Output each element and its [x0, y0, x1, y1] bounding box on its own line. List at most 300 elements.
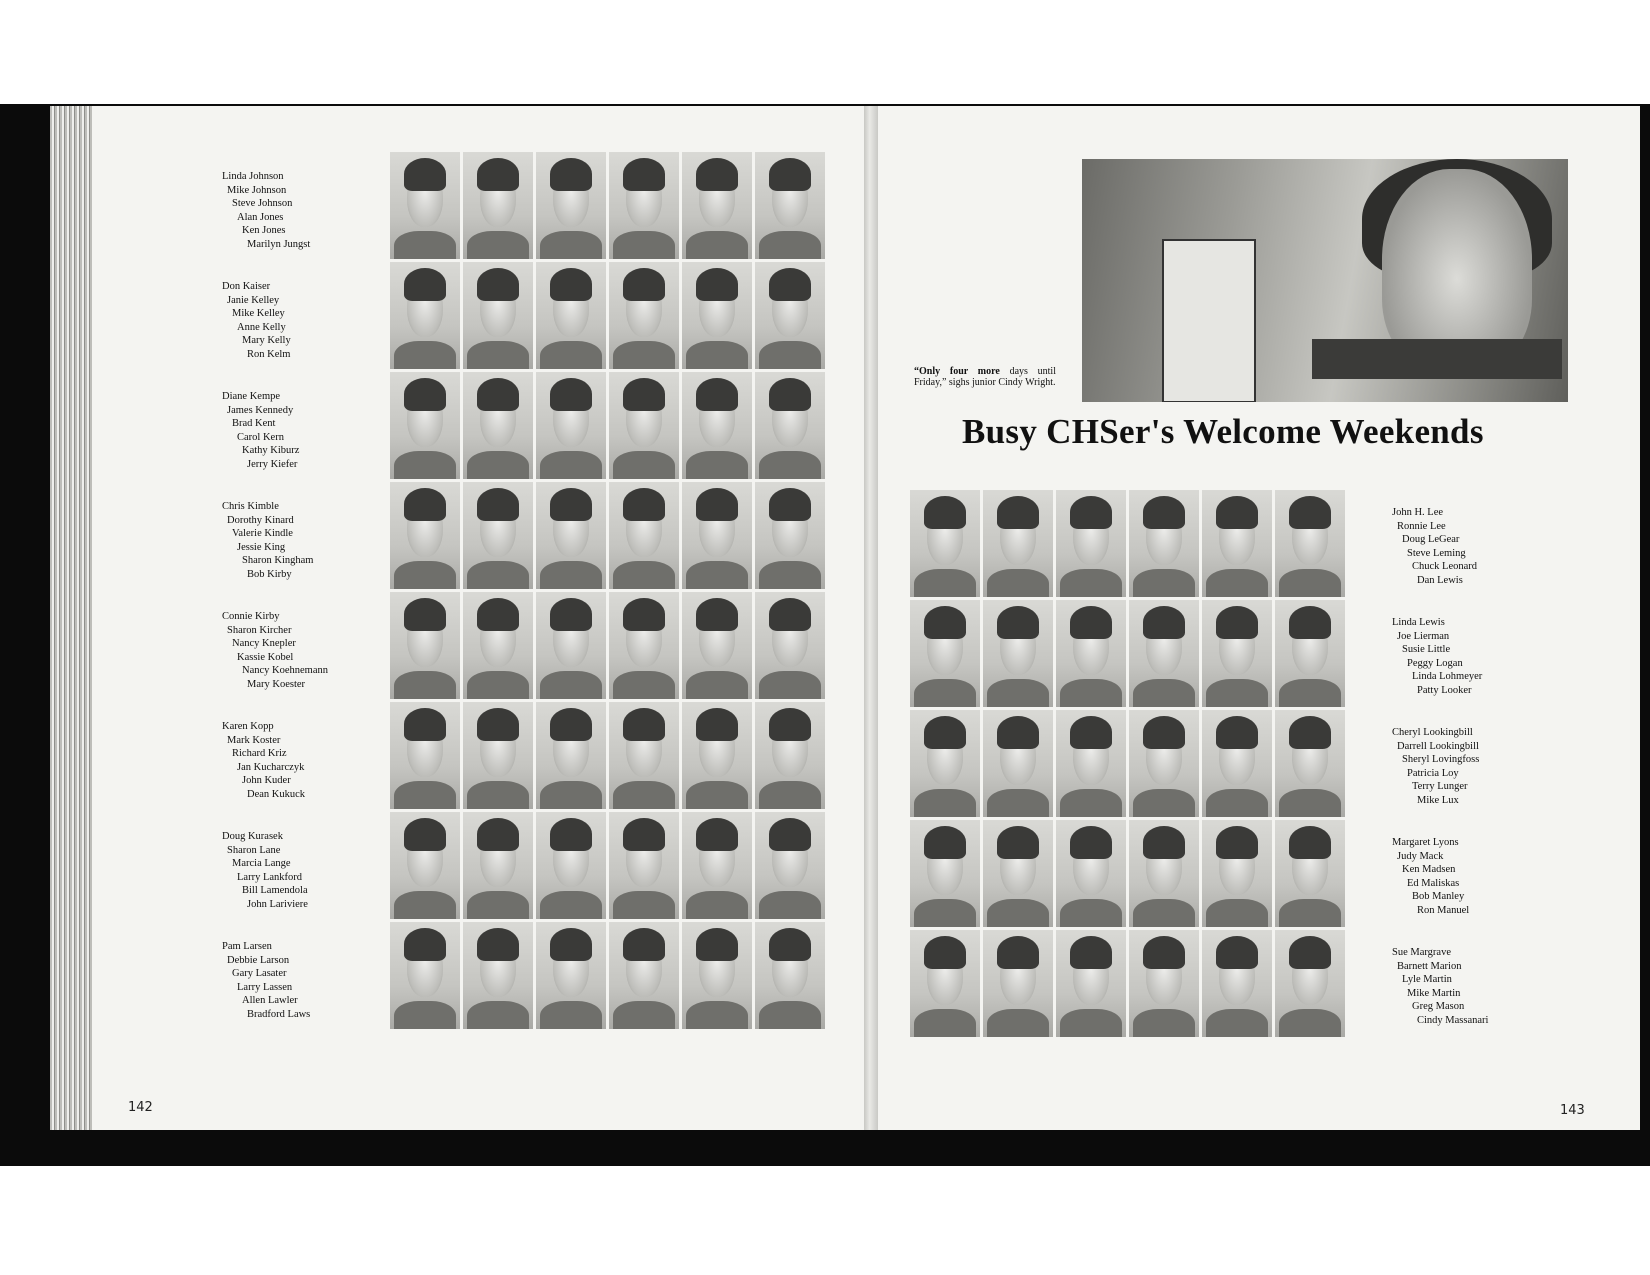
- portrait-hair: [924, 496, 966, 528]
- student-name: Valerie Kindle: [232, 528, 293, 539]
- portrait-body: [759, 1001, 821, 1029]
- student-portrait: [983, 930, 1053, 1037]
- student-name: Steve Leming: [1407, 547, 1466, 559]
- left-name-group: [222, 280, 291, 361]
- portrait-body: [914, 569, 976, 597]
- portrait-hair: [1070, 716, 1112, 748]
- student-name: Jan Kucharczyk: [237, 761, 305, 773]
- portrait-hair: [997, 716, 1039, 748]
- student-name: Doug LeGear: [1402, 534, 1460, 545]
- portrait-hair: [769, 488, 811, 520]
- portrait-hair: [623, 158, 665, 190]
- student-portrait: [390, 592, 460, 699]
- portrait-hair: [623, 488, 665, 520]
- portrait-hair: [550, 378, 592, 410]
- portrait-body: [1133, 789, 1195, 817]
- student-name: Ronnie Lee: [1397, 520, 1446, 532]
- student-name: Connie Kirby: [222, 611, 280, 622]
- portrait-hair: [477, 158, 519, 190]
- portrait-hair: [924, 936, 966, 968]
- portrait-body: [394, 561, 456, 589]
- portrait-body: [759, 891, 821, 919]
- student-portrait: [390, 262, 460, 369]
- portrait-hair: [623, 818, 665, 850]
- portrait-hair: [404, 378, 446, 410]
- portrait-hair: [1070, 496, 1112, 528]
- caption-bold: “Only four more: [914, 366, 1000, 377]
- student-portrait: [910, 820, 980, 927]
- student-name: Linda Lohmeyer: [1412, 671, 1483, 682]
- right-portrait-grid: [910, 490, 1345, 1037]
- portrait-body: [467, 561, 529, 589]
- student-portrait: [1056, 820, 1126, 927]
- student-name: Steve Johnson: [232, 198, 293, 209]
- student-portrait: [536, 812, 606, 919]
- portrait-hair: [1289, 826, 1331, 858]
- calendar-sign: [1162, 239, 1256, 402]
- portrait-body: [540, 1001, 602, 1029]
- student-portrait: [910, 600, 980, 707]
- student-name: Bradford Laws: [247, 1008, 311, 1020]
- student-portrait: [682, 372, 752, 479]
- student-portrait: [755, 922, 825, 1029]
- portrait-body: [467, 1001, 529, 1029]
- portrait-hair: [404, 818, 446, 850]
- student-name: Ron Kelm: [247, 348, 291, 360]
- portrait-body: [1060, 899, 1122, 927]
- student-portrait: [682, 152, 752, 259]
- student-portrait: [463, 922, 533, 1029]
- student-name: Linda Johnson: [222, 171, 284, 182]
- student-name: Cheryl Lookingbill: [1392, 727, 1473, 738]
- student-portrait: [1129, 600, 1199, 707]
- portrait-body: [686, 341, 748, 369]
- student-portrait: [1202, 600, 1272, 707]
- student-name: Gary Lasater: [232, 968, 287, 979]
- student-portrait: [536, 262, 606, 369]
- portrait-hair: [623, 378, 665, 410]
- portrait-body: [467, 451, 529, 479]
- portrait-hair: [769, 378, 811, 410]
- portrait-hair: [477, 488, 519, 520]
- portrait-body: [613, 341, 675, 369]
- student-name: Terry Lunger: [1412, 781, 1468, 792]
- student-portrait: [390, 482, 460, 589]
- student-name: Jerry Kiefer: [247, 458, 298, 470]
- portrait-body: [914, 1009, 976, 1037]
- left-name-group: [222, 170, 310, 251]
- student-portrait: [609, 812, 679, 919]
- portrait-body: [540, 561, 602, 589]
- student-name: Ron Manuel: [1417, 904, 1470, 916]
- student-portrait: [1202, 820, 1272, 927]
- portrait-body: [987, 569, 1049, 597]
- photo-books: [1312, 339, 1562, 379]
- student-name: Barnett Marion: [1397, 960, 1462, 972]
- student-name: Allen Lawler: [242, 995, 298, 1006]
- portrait-hair: [477, 268, 519, 300]
- portrait-body: [1279, 899, 1341, 927]
- portrait-body: [914, 899, 976, 927]
- student-portrait: [390, 152, 460, 259]
- portrait-body: [1060, 679, 1122, 707]
- portrait-hair: [623, 598, 665, 630]
- portrait-body: [1279, 679, 1341, 707]
- left-name-group: [222, 720, 305, 801]
- student-portrait: [463, 812, 533, 919]
- student-name: Janie Kelley: [227, 294, 280, 306]
- portrait-body: [467, 781, 529, 809]
- portrait-hair: [997, 936, 1039, 968]
- student-name: John Kuder: [242, 775, 291, 786]
- portrait-hair: [1289, 606, 1331, 638]
- student-name: Darrell Lookingbill: [1397, 740, 1479, 752]
- portrait-body: [1060, 569, 1122, 597]
- portrait-body: [987, 1009, 1049, 1037]
- student-name: Bill Lamendola: [242, 885, 308, 896]
- left-name-group: [222, 390, 299, 471]
- student-portrait: [390, 812, 460, 919]
- student-name: Chuck Leonard: [1412, 561, 1478, 572]
- student-name: Richard Kriz: [232, 748, 287, 759]
- student-portrait: [609, 262, 679, 369]
- student-name: Chris Kimble: [222, 501, 279, 512]
- student-name: Sharon Kircher: [227, 624, 292, 636]
- portrait-hair: [1216, 496, 1258, 528]
- student-portrait: [755, 372, 825, 479]
- portrait-body: [613, 671, 675, 699]
- portrait-body: [686, 781, 748, 809]
- portrait-hair: [477, 928, 519, 960]
- portrait-body: [394, 341, 456, 369]
- student-name: Margaret Lyons: [1392, 837, 1459, 848]
- student-portrait: [1056, 600, 1126, 707]
- student-portrait: [463, 592, 533, 699]
- student-name: Marilyn Jungst: [247, 238, 311, 250]
- portrait-body: [759, 561, 821, 589]
- portrait-hair: [550, 488, 592, 520]
- student-name: Alan Jones: [237, 211, 284, 223]
- student-portrait: [463, 482, 533, 589]
- student-portrait: [1275, 710, 1345, 817]
- portrait-body: [540, 231, 602, 259]
- student-portrait: [983, 490, 1053, 597]
- student-name: John Lariviere: [247, 898, 308, 910]
- student-name: Mike Martin: [1407, 987, 1461, 999]
- portrait-body: [1206, 679, 1268, 707]
- student-name: Marcia Lange: [232, 858, 291, 869]
- photo-caption: [914, 366, 1056, 388]
- left-name-group: [222, 940, 310, 1021]
- portrait-hair: [1216, 606, 1258, 638]
- portrait-body: [613, 781, 675, 809]
- portrait-hair: [1216, 936, 1258, 968]
- student-name: Dorothy Kinard: [227, 514, 294, 526]
- portrait-hair: [1143, 606, 1185, 638]
- portrait-hair: [1143, 826, 1185, 858]
- student-portrait: [755, 262, 825, 369]
- student-name: Mary Kelly: [242, 335, 291, 346]
- portrait-hair: [404, 158, 446, 190]
- student-portrait: [682, 922, 752, 1029]
- student-portrait: [609, 592, 679, 699]
- student-portrait: [1275, 490, 1345, 597]
- portrait-hair: [404, 928, 446, 960]
- student-portrait: [1275, 600, 1345, 707]
- student-name: Cindy Massanari: [1417, 1014, 1489, 1026]
- portrait-hair: [1289, 936, 1331, 968]
- portrait-hair: [1070, 936, 1112, 968]
- portrait-body: [467, 231, 529, 259]
- page-headline: Busy CHSer's Welcome Weekends: [962, 412, 1484, 451]
- right-name-group: [1392, 836, 1469, 917]
- student-portrait: [755, 152, 825, 259]
- student-name: Diane Kempe: [222, 391, 281, 402]
- portrait-hair: [550, 268, 592, 300]
- portrait-body: [394, 1001, 456, 1029]
- right-name-group: [1392, 616, 1482, 697]
- portrait-hair: [477, 818, 519, 850]
- portrait-body: [394, 451, 456, 479]
- student-portrait: [682, 262, 752, 369]
- portrait-body: [613, 1001, 675, 1029]
- student-name: James Kennedy: [227, 404, 294, 416]
- student-portrait: [1202, 490, 1272, 597]
- student-portrait: [609, 482, 679, 589]
- student-portrait: [1275, 930, 1345, 1037]
- student-name: Larry Lassen: [237, 981, 293, 993]
- student-portrait: [390, 922, 460, 1029]
- student-name: Patty Looker: [1417, 684, 1472, 696]
- portrait-hair: [1070, 606, 1112, 638]
- portrait-hair: [769, 268, 811, 300]
- student-portrait: [1129, 820, 1199, 927]
- student-portrait: [1202, 930, 1272, 1037]
- left-portrait-grid: [390, 152, 825, 1029]
- portrait-body: [686, 671, 748, 699]
- portrait-hair: [404, 598, 446, 630]
- student-name: Carol Kern: [237, 431, 284, 443]
- student-name: Bob Manley: [1412, 891, 1465, 902]
- student-portrait: [536, 152, 606, 259]
- portrait-body: [759, 781, 821, 809]
- portrait-body: [759, 451, 821, 479]
- portrait-body: [394, 891, 456, 919]
- student-portrait: [1129, 490, 1199, 597]
- portrait-hair: [550, 598, 592, 630]
- portrait-body: [1206, 899, 1268, 927]
- right-name-group: [1392, 726, 1479, 807]
- student-name: Don Kaiser: [222, 281, 271, 292]
- portrait-body: [540, 451, 602, 479]
- student-portrait: [536, 702, 606, 809]
- portrait-hair: [696, 158, 738, 190]
- portrait-hair: [769, 928, 811, 960]
- portrait-hair: [550, 928, 592, 960]
- portrait-body: [1206, 1009, 1268, 1037]
- student-portrait: [1056, 930, 1126, 1037]
- student-portrait: [463, 702, 533, 809]
- portrait-hair: [769, 158, 811, 190]
- portrait-body: [467, 891, 529, 919]
- student-name: Greg Mason: [1412, 1001, 1465, 1012]
- student-portrait: [390, 702, 460, 809]
- portrait-body: [394, 231, 456, 259]
- student-name: Karen Kopp: [222, 721, 274, 732]
- portrait-body: [987, 679, 1049, 707]
- left-name-group: [222, 830, 308, 911]
- student-name: Mark Koster: [227, 734, 281, 746]
- student-name: Lyle Martin: [1402, 974, 1452, 985]
- right-name-group: [1392, 506, 1477, 587]
- portrait-hair: [1289, 496, 1331, 528]
- left-name-group: [222, 500, 313, 581]
- portrait-body: [1060, 1009, 1122, 1037]
- portrait-body: [1279, 569, 1341, 597]
- student-portrait: [536, 482, 606, 589]
- student-name: Sue Margrave: [1392, 947, 1451, 958]
- portrait-hair: [1216, 826, 1258, 858]
- portrait-hair: [1143, 496, 1185, 528]
- portrait-hair: [1143, 936, 1185, 968]
- student-portrait: [682, 592, 752, 699]
- portrait-hair: [696, 378, 738, 410]
- student-portrait: [1056, 490, 1126, 597]
- portrait-body: [914, 679, 976, 707]
- portrait-body: [1060, 789, 1122, 817]
- portrait-hair: [924, 826, 966, 858]
- student-name: Dean Kukuck: [247, 788, 306, 800]
- student-name: Mike Johnson: [227, 184, 287, 196]
- portrait-hair: [997, 606, 1039, 638]
- portrait-body: [394, 671, 456, 699]
- portrait-body: [686, 1001, 748, 1029]
- student-portrait: [390, 372, 460, 479]
- student-portrait: [1056, 710, 1126, 817]
- student-portrait: [983, 710, 1053, 817]
- portrait-hair: [477, 708, 519, 740]
- student-name: Debbie Larson: [227, 954, 290, 966]
- student-portrait: [983, 820, 1053, 927]
- portrait-hair: [696, 708, 738, 740]
- student-name: Mary Koester: [247, 678, 306, 690]
- student-name: Doug Kurasek: [222, 831, 283, 842]
- student-portrait: [463, 152, 533, 259]
- portrait-hair: [924, 716, 966, 748]
- student-name: Ed Maliskas: [1407, 877, 1460, 889]
- student-portrait: [910, 710, 980, 817]
- portrait-body: [759, 671, 821, 699]
- portrait-body: [914, 789, 976, 817]
- portrait-hair: [477, 598, 519, 630]
- student-portrait: [682, 482, 752, 589]
- student-portrait: [609, 152, 679, 259]
- feature-photo: [1082, 159, 1568, 402]
- portrait-hair: [997, 496, 1039, 528]
- portrait-body: [987, 789, 1049, 817]
- portrait-body: [1133, 569, 1195, 597]
- caption-text: days until Friday,” sighs junior Cindy Wright.: [914, 366, 1056, 388]
- portrait-hair: [1216, 716, 1258, 748]
- portrait-hair: [696, 928, 738, 960]
- portrait-hair: [1143, 716, 1185, 748]
- student-name: Peggy Logan: [1407, 657, 1463, 669]
- student-name: John H. Lee: [1392, 507, 1444, 518]
- portrait-body: [613, 231, 675, 259]
- student-name: Susie Little: [1402, 644, 1451, 655]
- student-portrait: [609, 922, 679, 1029]
- student-name: Kathy Kiburz: [242, 445, 300, 456]
- student-name: Mike Lux: [1417, 794, 1459, 806]
- student-portrait: [682, 812, 752, 919]
- student-name: Nancy Knepler: [232, 638, 296, 649]
- student-name: Jessie King: [237, 541, 286, 553]
- left-name-group: [222, 610, 328, 691]
- portrait-hair: [404, 488, 446, 520]
- page-number-left: 142: [128, 1100, 153, 1115]
- student-portrait: [463, 262, 533, 369]
- right-name-group: [1392, 946, 1488, 1027]
- portrait-hair: [997, 826, 1039, 858]
- portrait-body: [987, 899, 1049, 927]
- portrait-body: [394, 781, 456, 809]
- portrait-hair: [477, 378, 519, 410]
- portrait-body: [686, 561, 748, 589]
- student-portrait: [755, 812, 825, 919]
- portrait-hair: [1289, 716, 1331, 748]
- portrait-hair: [1070, 826, 1112, 858]
- page-number-right: 143: [1560, 1103, 1585, 1118]
- portrait-body: [467, 341, 529, 369]
- student-name: Judy Mack: [1397, 850, 1444, 862]
- student-portrait: [609, 372, 679, 479]
- student-name: Joe Lierman: [1397, 630, 1450, 642]
- student-portrait: [910, 490, 980, 597]
- student-name: Nancy Koehnemann: [242, 665, 329, 676]
- portrait-hair: [769, 818, 811, 850]
- portrait-body: [759, 341, 821, 369]
- portrait-body: [759, 231, 821, 259]
- student-name: Sharon Kingham: [242, 555, 314, 566]
- student-name: Anne Kelly: [237, 321, 286, 333]
- student-portrait: [682, 702, 752, 809]
- student-portrait: [910, 930, 980, 1037]
- student-name: Linda Lewis: [1392, 617, 1445, 628]
- portrait-hair: [696, 488, 738, 520]
- portrait-hair: [924, 606, 966, 638]
- student-name: Ken Madsen: [1402, 864, 1456, 875]
- portrait-body: [540, 781, 602, 809]
- portrait-hair: [550, 818, 592, 850]
- portrait-body: [613, 561, 675, 589]
- portrait-hair: [404, 708, 446, 740]
- student-name: Pam Larsen: [222, 941, 272, 952]
- student-portrait: [609, 702, 679, 809]
- portrait-hair: [623, 708, 665, 740]
- student-portrait: [1202, 710, 1272, 817]
- student-portrait: [1275, 820, 1345, 927]
- page-edges: [50, 106, 92, 1130]
- portrait-body: [1206, 569, 1268, 597]
- student-portrait: [755, 482, 825, 589]
- portrait-hair: [769, 708, 811, 740]
- student-name: Mike Kelley: [232, 308, 285, 319]
- student-name: Brad Kent: [232, 418, 276, 429]
- book-gutter: [864, 106, 878, 1130]
- portrait-body: [686, 451, 748, 479]
- portrait-hair: [404, 268, 446, 300]
- student-name: Ken Jones: [242, 225, 286, 236]
